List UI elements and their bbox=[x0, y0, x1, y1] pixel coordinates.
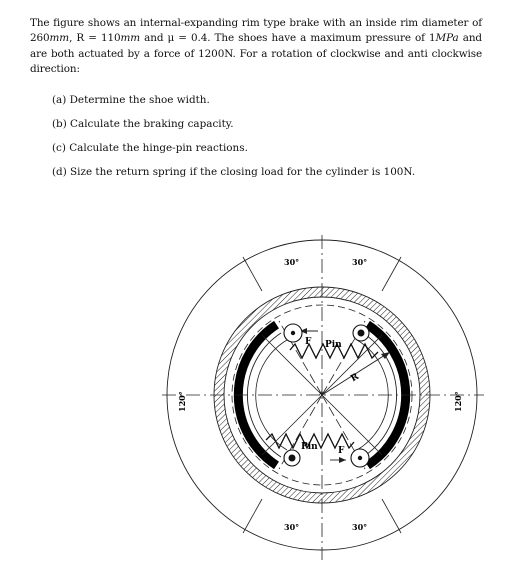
unit-mm-2: mm bbox=[120, 32, 141, 45]
bottom-right-actuator bbox=[351, 449, 369, 467]
label-angle-bottom-right: 30° bbox=[352, 522, 368, 532]
intro-text-1: The figure shows an internal-expanding rim type brake with an inside rim diameter of 260 bbox=[30, 17, 482, 45]
label-angle-left: 120° bbox=[177, 391, 187, 412]
question-a: (a) Determine the shoe width. bbox=[52, 94, 210, 106]
question-b: (b) Calculate the braking capacity. bbox=[52, 118, 234, 130]
question-c: (c) Calculate the hinge-pin reactions. bbox=[52, 142, 248, 154]
radius-arrowhead bbox=[381, 352, 390, 359]
intro-text-4: and are both actuated by a force of 1200N. For a rotation of clockwise and anti clockwise direction: bbox=[30, 32, 482, 76]
label-pin-bottom: Pin bbox=[301, 442, 318, 452]
top-right-pin bbox=[353, 325, 369, 341]
label-angle-right: 120° bbox=[453, 391, 463, 412]
unit-mm-1: mm bbox=[49, 32, 70, 45]
label-radius: R bbox=[349, 371, 361, 385]
question-d: (d) Size the return spring if the closing load for the cylinder is 100N. bbox=[52, 166, 416, 178]
label-force-bottom: F bbox=[338, 446, 345, 456]
label-angle-top-left: 30° bbox=[284, 257, 300, 267]
intro-text-3: and μ = 0.4. The shoes have a maximum pressure of 1 bbox=[140, 32, 436, 45]
label-force-top: F bbox=[305, 337, 312, 347]
bottom-left-pin bbox=[284, 450, 300, 466]
unit-mpa: MPa bbox=[435, 32, 459, 45]
force-arrow-bottom-head bbox=[339, 457, 346, 463]
label-pin-top: Pin bbox=[325, 340, 342, 350]
label-angle-top-right: 30° bbox=[352, 257, 368, 267]
intro-text-2: , R = 110 bbox=[69, 32, 121, 45]
label-angle-bottom-left: 30° bbox=[284, 522, 300, 532]
center-mark: * bbox=[319, 389, 325, 402]
top-left-actuator bbox=[284, 324, 302, 342]
